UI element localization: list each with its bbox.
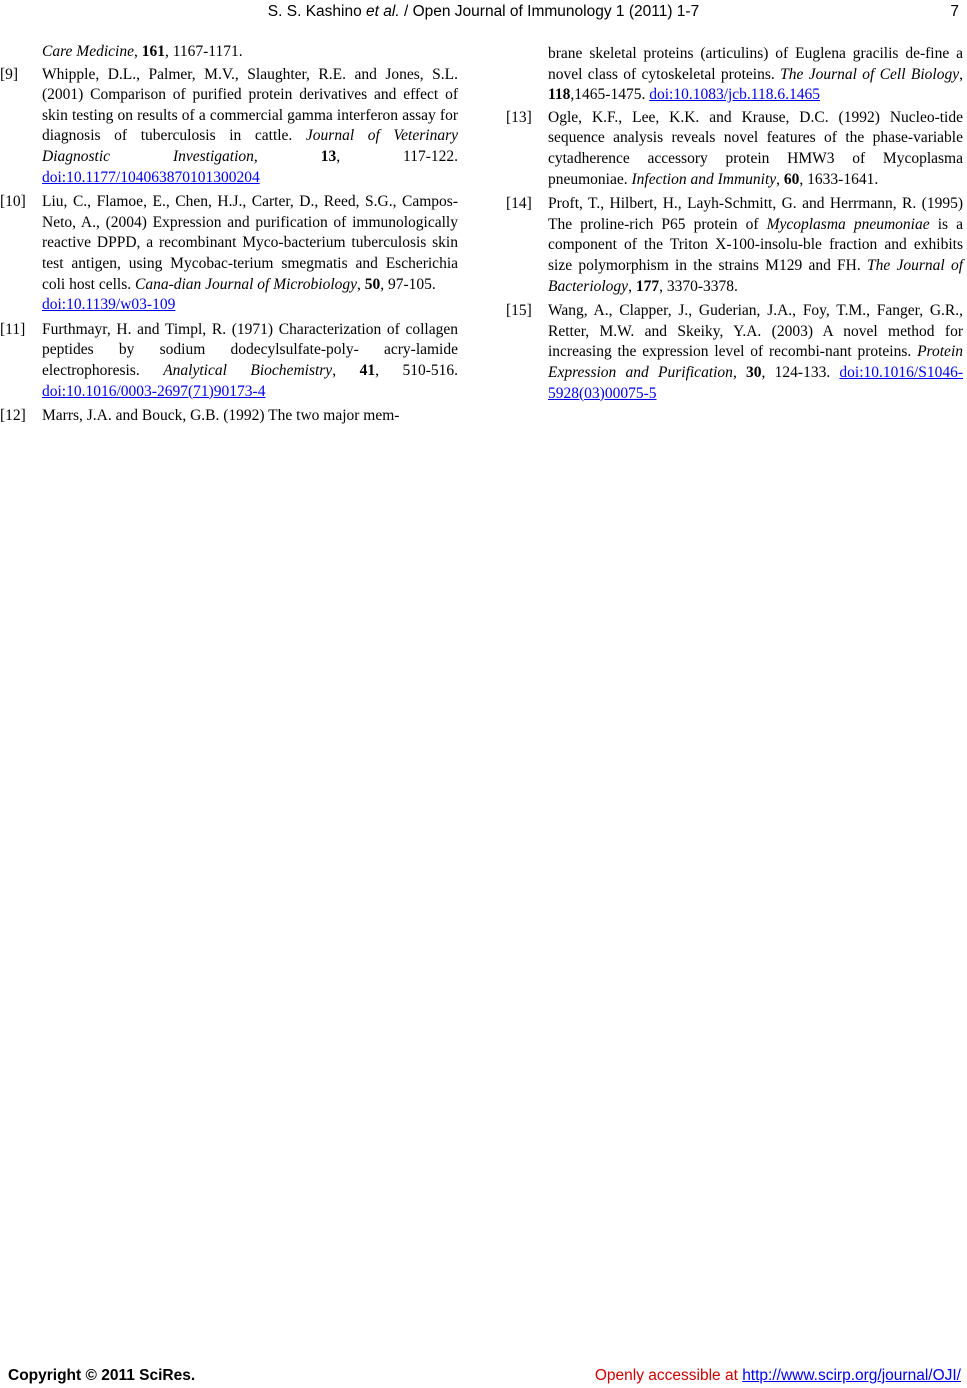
reference-12 <box>0 406 458 427</box>
doi-link[interactable]: doi:10.1016/S1046-5928(03)00075-5 <box>548 363 963 402</box>
reference-9 <box>0 65 458 189</box>
journal-url-link[interactable]: http://www.scirp.org/journal/OJI/ <box>742 1367 961 1384</box>
reference-number: [10] <box>0 193 26 211</box>
reference-body: Wang, A., Clapper, J., Guderian, J.A., Foy, T.M., Fanger, G.R., Retter, M.W. and Skeiky, Y.A. (2003) A novel method for increasing the expression level of recombi-nant proteins. Protein Expression and Purification, 30, 124-133. doi:10.1016/S1046-5928(03)00075-5 <box>548 302 963 402</box>
reference-body: Marrs, J.A. and Bouck, G.B. (1992) The two major mem- <box>42 407 400 425</box>
reference-continuation <box>506 44 963 106</box>
reference-number: [13] <box>506 108 532 126</box>
reference-10 <box>0 192 458 316</box>
doi-link[interactable]: doi:10.1083/jcb.118.6.1465 <box>649 86 820 104</box>
running-header <box>0 3 967 23</box>
reference-15 <box>506 301 963 404</box>
reference-body: Furthmayr, H. and Timpl, R. (1971) Characterization of collagen peptides by sodium dodecylsulfate-poly- acry-lamide electrophoresis. Analytical Biochemistry, 41, 510-516. doi:10.1016/0003-2697(71)90173-4 <box>42 320 458 400</box>
header-authors: S. S. Kashino <box>267 3 362 20</box>
reference-body: Care Medicine, 161, 1167-1171. <box>42 43 243 60</box>
reference-number: [12] <box>0 407 26 425</box>
reference-11 <box>0 320 458 402</box>
reference-13 <box>506 108 963 190</box>
reference-body: Ogle, K.F., Lee, K.K. and Krause, D.C. (1992) Nucleo-tide sequence analysis reveals novel features of the phase-variable cytadherence accessory protein HMW3 of Mycoplasma pneumoniae. Infection and Immunity, 60, 1633-1641. <box>548 108 963 188</box>
reference-body: brane skeletal proteins (articulins) of Euglena gracilis de-fine a novel class of cytoskeletal proteins. The Journal of Cell Biology, 118,1465-1475. doi:10.1083/jcb.118.6.1465 <box>548 45 963 104</box>
reference-14 <box>506 194 963 297</box>
left-column <box>0 42 458 431</box>
reference-number: [15] <box>506 302 532 320</box>
reference-body: Proft, T., Hilbert, H., Layh-Schmitt, G. and Herrmann, R. (1995) The proline-rich P65 protein of Mycoplasma pneumoniae is a component of the Triton X-100-insolu-ble fraction and exhibits size polymorphism in the strains M129 and FH. The Journal of Bacteriology, 177, 3370-3378. <box>548 195 964 295</box>
page-footer <box>0 1367 967 1387</box>
doi-link[interactable]: doi:10.1016/0003-2697(71)90173-4 <box>42 382 266 400</box>
reference-body: Whipple, D.L., Palmer, M.V., Slaughter, R.E. and Jones, S.L. (2001) Comparison of purified protein derivatives and effect of skin testing on results of a commercial gamma interferon assay for diagnosis of tuberculosis in cattle. Journal of Veterinary Diagnostic Investigation, 13, 117-122. doi:10.1177/104063870101300204 <box>42 65 459 186</box>
reference-continuation <box>0 42 458 63</box>
reference-number: [11] <box>0 320 26 338</box>
page-number: 7 <box>950 3 959 20</box>
doi-link[interactable]: doi:10.1177/104063870101300204 <box>42 168 260 186</box>
doi-link[interactable]: doi:10.1139/w03-109 <box>42 296 176 314</box>
reference-number: [9] <box>0 65 19 83</box>
reference-body: Liu, C., Flamoe, E., Chen, H.J., Carter, D., Reed, S.G., Campos-Neto, A., (2004) Expression and purification of immunologically reactive DPPD, a recombinant Myco-bacterium tuberculosis skin test antigen, using Mycobac-terium smegmatis and Escherichia coli host cells. Cana-dian Journal of Microbiology, 50, 97-105. doi:10.1139/w03-109 <box>42 193 458 314</box>
header-title <box>0 3 967 21</box>
copyright-notice: Copyright © 2011 SciRes. <box>8 1367 196 1384</box>
open-access-notice: Openly accessible at http://www.scirp.org/journal/OJI/ <box>594 1367 961 1384</box>
header-journal: / Open Journal of Immunology 1 (2011) 1-7 <box>403 3 700 20</box>
reference-number: [14] <box>506 195 532 213</box>
right-column <box>506 44 963 408</box>
header-etal: et al. <box>366 3 400 20</box>
